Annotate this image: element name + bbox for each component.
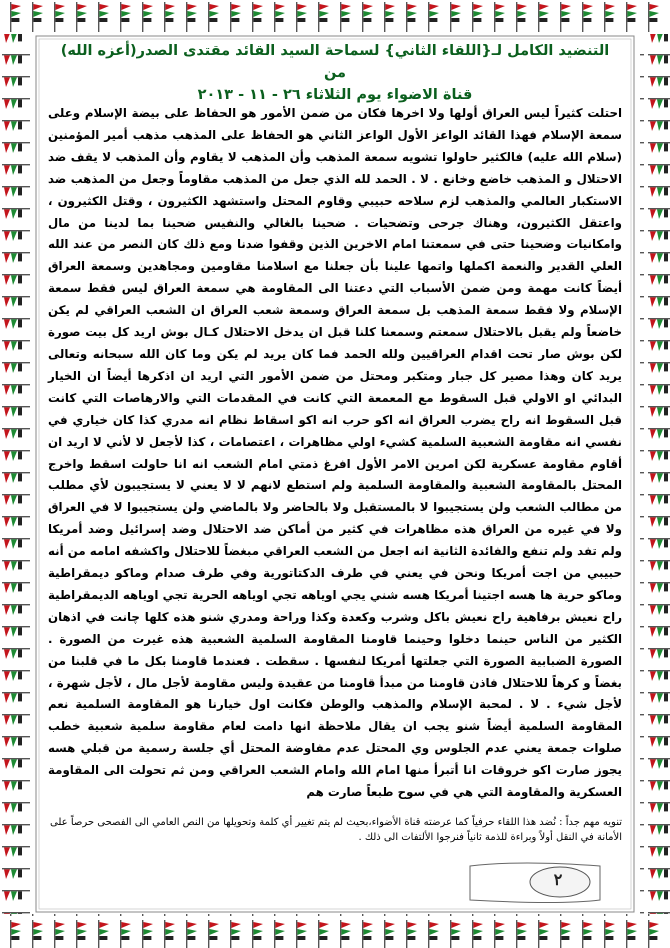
transcript-body xyxy=(48,103,622,804)
page-title xyxy=(48,40,622,106)
title-line-2: قناة الاضواء يوم الثلاثاء ٢٦ - ١١ - ٢٠١٣ xyxy=(197,87,473,103)
transcript-paragraph: احتلت كثيراً ليس العراق أولها ولا اخرها فكان من ضمن الأمور هو الحفاظ على بيضة الإسلام وعلى سمعة الإسلام فهذا القائد الواعز الأول الواعز الثاني هو الحفاظ على المذهب مذهب أمير المؤمنين (سلام الله عليه) فالكثير حاولوا تشويه سمعة المذهب وأن المذهب لا يقاوم وأن المذهب لا يقف ضد الاحتلال و المذهب خاضع وخانع . لا . الحمد لله الذي جعل من المذهب مقاوماً وجعل من المذهب ضد الاستكبار العالمي والمذهب لزم سلاحه حبيبي وقاوم المحتل واستشهد الكثيرون ، وقتل الكثيرون ، واعتقل الكثيرون، وهناك جرحى وتضحيات . ضحينا بالغالي والنفيس ضحينا بما لدينا من مال وامكانيات وضحينا حتى في سمعتنا امام الاخرين الذين وقفوا ضدنا ومع ذلك كان النصر من عند الله العلي القدير والنعمة اكملها واتمها علينا بأن جعلنا مع اسلامنا مقاومين ومجاهدين وسمعة العراق أيضاً كانت مهمة ومن ضمن الأسباب التي دعتنا الى المقاومة هي سمعة العراق ليس فقط سمعة الإسلام ولا فقط سمعة المذهب بل سمعة العراق وسمعة شعب العراق ان الشعب العراقي لم يكن خاضعاً ولم يقبل بالاحتلال سمعتم وسمعنا كلنا قبل ان يدخل الاحتلال كـال بوش اريد كل بيت صورة لكن بوش صار تحت اقدام العراقيين ولله الحمد فما كان يريد لم يكن وما كان الله سبحانه وتعالى يريد كان وهذا مصير كل جبار ومتكبر ومحتل من ضمن الأمور التي اريد ان اذكرها أيضاً ان الخيار البدائي او الاولي قبل السقوط مع المعمعة التي كانت في المقدمات التي والارهاصات التي كانت قبل السقوط انه راح يضرب العراق انه اكو حرب انه اكو اسقاط نظام انه مدري كذا كان خياري في نفسي انه مقاومة الشعبية السلمية كشيء اولي مظاهرات ، اعتصامات ، كذا لأجعل لا لأني لا اريد ان أقاوم مقاومة عسكرية لكن امرين الامر الأول افرغ ذمتي امام الشعب انه انا حاولت اسقط واخرج المحتل بالمقاومة الشعبية والمقاومة السلمية ولم استطع لانهم لا لا يعني لا يستجيبون لأي مطلب من مطالب الشعب ولن يستجيبوا لا بالمستقبل ولا بالحاضر ولا بالماضي ولن يستجيبوا لا في العراق ولا في غيره من العراق هذه مظاهرات في كثير من أماكن ضد الاحتلال وضد إسرائيل وضد أمريكا ولم تفد ولم تنفع والفائدة الثانية انه اجعل من الشعب العراقي مبغضاً للاحتلال واكشفه امامه من أنه حبيبي من اجت أمريكا ونحن في يعني في طرف الدكتاتورية وفي طرف صدام وماكو ديمقراطية وماكو حرية ها هسه اجتينا أمريكا هسه شني يجي اوياهه تجي اوياهه الحرية تجي اوياهه الديمقراطية راح نعيش برفاهية راح نعيش باكل وشرب وكعدة وكذا وراحة ومدري شنو هذه كلها چانت في اذهان الكثير من الناس حينما دخلوا وحينما قاومنا المقاومة السلمية الشعبية هذه غيرت من الصورة . الصورة الضبابية الصورة التي جعلتها أمريكا لنفسها . سقطت . فعندما قاومنا بكل ما في قلبنا من بغضاً و كرهاً للاحتلال فاذن قاومنا من مبدأ قاومنا من عقيدة وليس مقاومة لأجل مال ، لأجل شهرة ، لأجل شيء . لا . لمحبة الإسلام والمذهب والوطن فكانت اول خيارنا هو المقاومة السلمية نعم المقاومة السلمية أيضاً شنو يجب ان يقال ملاحظة انها دامت لعام مقاومة سلمية شعبية خطب صلوات جمعة يعني عدم الجلوس وي المحتل عدم مفاوضة المحتل أي جلسة رسمية من قبلي هسه يجوز صارت اكو خروقات انا أتبرأ منها امام الله وامام الشعب العراقي ومن ثم تحولت الى المقاومة العسكرية والمقاومة التي هي في سوح طبعاً صارت هم xyxy=(48,106,622,800)
page-number: ٢ xyxy=(553,870,563,889)
title-line-1: التنضيد الكامل لـ{اللقاء الثاني} لسماحة السيد القائد مقتدى الصدر(أعزه الله) من xyxy=(60,43,610,81)
page-content xyxy=(48,40,622,900)
important-note: تنويه مهم جداً : نُضد هذا اللقاء حرفياً كما عرضته قناة الأضواء،بحيث لم يتم تغيير أي كلمة وتحويلها من النص العامي الى الفصحى حرصاً على الأمانة في النقل أولاً وبراءة للذمة ثانياً فنرجوا الألتفات الى ذلك . xyxy=(50,817,622,843)
